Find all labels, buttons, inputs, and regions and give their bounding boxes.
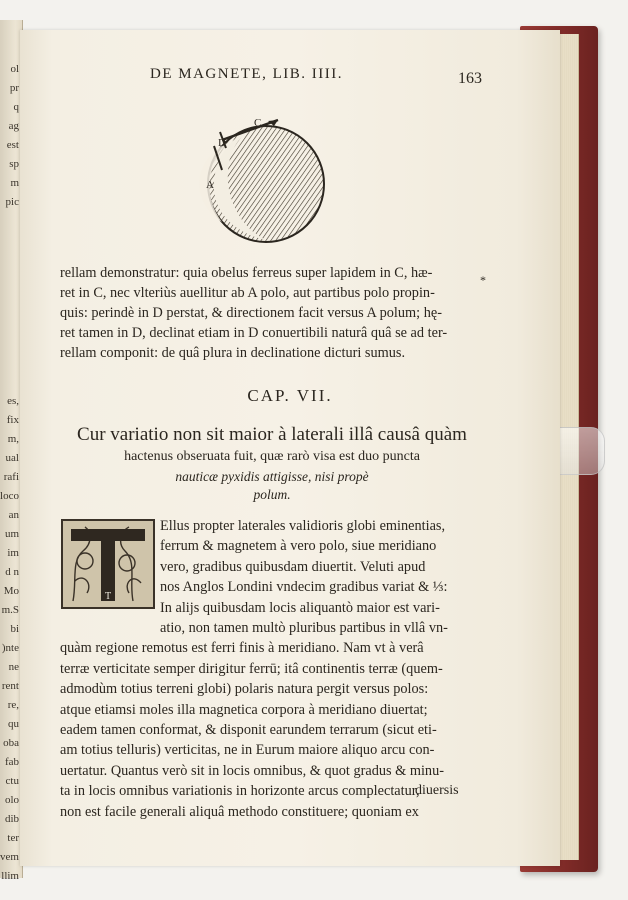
text-line: Ellus propter laterales validioris globi eminentias,	[160, 518, 446, 534]
top-paragraph	[60, 263, 478, 363]
left-page-fragment: ter	[7, 832, 19, 844]
text-line: atque etiamsi moles illa magnetica corpora à meridiano diuertat;	[60, 701, 428, 718]
left-page-fragment: q	[13, 101, 19, 113]
text-line: quis: perindè in D perstat, & directionem facit versus A polum; hę-	[60, 305, 442, 321]
text-line: am totius telluris) verticitas, ne in Eurum maiore aliquo arcu con-	[60, 742, 435, 759]
left-page-fragment: fix	[6, 414, 19, 426]
left-page-fragment: d n	[5, 566, 19, 578]
text-line: ret in C, nec vlteriùs auellitur ab A polo, aut partibus polo propin-	[60, 285, 435, 301]
margin-asterisk: *	[480, 273, 486, 287]
left-page-fragment: ag	[8, 120, 19, 132]
left-page-fragment: sp	[9, 158, 19, 170]
text-line: ta in locis omnibus variationis in horizonte arcus complectatur,	[60, 783, 420, 800]
left-page-fragment: llim	[1, 870, 19, 882]
left-page-fragment: rent	[1, 680, 19, 692]
left-page-fragment: qu	[8, 718, 19, 730]
left-page-fragment: pr	[9, 82, 19, 94]
left-page-fragment: ol	[10, 63, 19, 75]
text-line: ret tamen in D, declinat etiam in D conuertibili naturâ quâ se ad ter-	[60, 325, 448, 341]
left-page-fragment: um	[4, 528, 19, 540]
body-text	[60, 516, 478, 822]
text-line: In alijs quibusdam locis aliquantò maior est vari-	[160, 599, 440, 616]
figure-label-a: A	[206, 179, 214, 191]
left-page-fragment: m,	[7, 433, 19, 445]
drop-cap-letter: T	[104, 591, 112, 602]
chapter-heading: CAP. VII.	[247, 386, 333, 405]
body-lines-indented	[60, 516, 478, 638]
text-line: terræ verticitate semper dirigitur ferrū; itâ continentis terræ (quem-	[60, 660, 443, 677]
text-line: uertatur. Quantus verò sit in locis omnibus, & quot gradus & minu-	[60, 762, 444, 779]
text-line: atio, non tamen multò pluribus partibus in vllâ vn-	[160, 620, 448, 637]
running-head: DE MAGNETE, LIB. IIII.	[150, 66, 343, 82]
chapter-title-line-3: nauticæ pyxidis attigisse, nisi propè	[175, 469, 369, 484]
left-page-fragment: bi	[10, 623, 19, 635]
text-line: vero, gradibus quibusdam diuertit. Veluti apud	[160, 558, 426, 575]
text-line: non est facile generali aliquâ methodo constituere; quoniam ex	[60, 803, 419, 820]
text-line: quàm regione remotus est ferri finis à meridiano. Nam vt à verâ	[60, 640, 424, 657]
left-page-fragment: )nte	[1, 642, 19, 654]
left-page-fragment: m	[10, 177, 19, 189]
figure-label-d: D	[218, 137, 226, 149]
left-page-fragment: ctu	[5, 775, 19, 787]
left-page-fragment: loco	[0, 490, 19, 502]
left-page-fragment: vem	[0, 851, 19, 863]
chapter-title-line-1: Cur variatio non sit maior à laterali illâ causâ quàm	[77, 424, 467, 445]
left-page-fragment: m.S	[1, 604, 19, 616]
left-page-fragment: pic	[5, 196, 19, 208]
left-page-fragments-bottom	[0, 392, 20, 886]
left-page-fragment: rafi	[3, 471, 19, 483]
book-page	[20, 30, 560, 866]
left-page-fragment: an	[8, 509, 19, 521]
text-line: rellam demonstratur: quia obelus ferreus super lapidem in C, hæ-	[60, 265, 433, 281]
left-page-fragment: olo	[4, 794, 19, 806]
text-line: admodùm totius terreni globi) polaris natura pergit versus polos:	[60, 681, 429, 698]
left-page-fragment: ual	[5, 452, 19, 464]
left-page-fragment: im	[7, 547, 19, 559]
terrella-figure	[170, 112, 340, 262]
left-page-fragments-top	[0, 60, 20, 212]
left-page-fragment: est	[6, 139, 19, 151]
left-page-fragment: es,	[7, 395, 19, 407]
left-page-fragment: Mo	[3, 585, 19, 597]
chapter-title-line-4: polum.	[253, 487, 291, 502]
text-line: nos Anglos Londini vndecim gradibus variat & ⅓:	[160, 579, 448, 596]
catchword: diuersis	[415, 783, 459, 798]
text-line: rellam componit: de quâ plura in declinatione dicturi sumus.	[60, 345, 406, 361]
left-page-fragment: ne	[8, 661, 19, 673]
text-line: eadem tamen conformat, & disponit earundem terrarum (sicut eti-	[60, 722, 437, 739]
figure-label-c: C	[254, 117, 262, 129]
left-page-fragment: fab	[4, 756, 19, 768]
left-page-fragment: dib	[4, 813, 19, 825]
left-page-fragment: re,	[7, 699, 19, 711]
left-page-fragment: oba	[3, 737, 19, 749]
page-number: 163	[458, 70, 482, 87]
text-line: ferrum & magnetem à vero polo, siue meridiano	[160, 538, 437, 555]
chapter-title-line-2: hactenus obseruata fuit, quæ rarò visa est duo puncta	[124, 449, 420, 464]
